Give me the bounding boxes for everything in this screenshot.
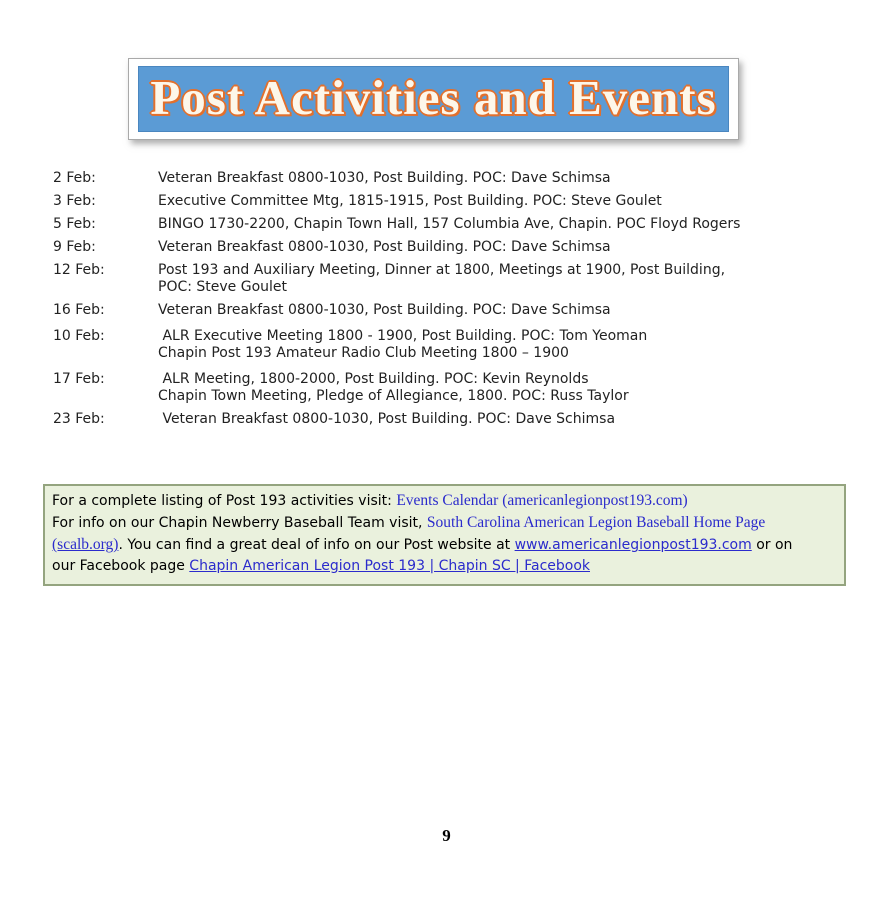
post-website-link[interactable]: www.americanlegionpost193.com — [514, 537, 752, 553]
info-line — [52, 534, 837, 556]
event-date: 5 Feb: — [53, 216, 96, 232]
event-row — [53, 411, 853, 428]
event-description — [158, 328, 647, 362]
event-description — [158, 170, 611, 187]
events-list — [53, 170, 853, 434]
event-line: Veteran Breakfast 0800-1030, Post Building. POC: Dave Schimsa — [158, 170, 611, 186]
event-line: Executive Committee Mtg, 1815-1915, Post Building. POC: Steve Goulet — [158, 193, 662, 209]
facebook-page-link[interactable]: Chapin American Legion Post 193 | Chapin SC | Facebook — [189, 558, 590, 574]
event-description — [158, 411, 615, 428]
info-text: our Facebook page — [52, 558, 190, 574]
banner-image — [128, 58, 739, 140]
info-line — [52, 490, 837, 512]
page-number: 9 — [442, 826, 451, 845]
event-description — [158, 371, 629, 405]
event-row — [53, 216, 853, 233]
info-text: . You can find a great deal of info on our Post website at — [118, 537, 515, 553]
event-line: Chapin Town Meeting, Pledge of Allegiance, 1800. POC: Russ Taylor — [158, 388, 629, 404]
events-calendar-link[interactable]: Events Calendar (americanlegionpost193.com) — [396, 492, 688, 509]
event-description — [158, 302, 611, 319]
event-date: 16 Feb: — [53, 302, 105, 318]
event-row — [53, 170, 853, 187]
event-description — [158, 193, 662, 210]
event-date: 9 Feb: — [53, 239, 96, 255]
event-row — [53, 328, 853, 362]
event-line: Veteran Breakfast 0800-1030, Post Building. POC: Dave Schimsa — [158, 411, 616, 427]
event-date: 12 Feb: — [53, 262, 105, 278]
event-date: 2 Feb: — [53, 170, 96, 186]
event-row — [53, 302, 853, 319]
event-line: POC: Steve Goulet — [158, 279, 288, 295]
event-line: Veteran Breakfast 0800-1030, Post Building. POC: Dave Schimsa — [158, 302, 611, 318]
event-description — [158, 262, 725, 296]
event-date: 3 Feb: — [53, 193, 96, 209]
event-row — [53, 262, 853, 296]
event-line: ALR Meeting, 1800-2000, Post Building. POC: Kevin Reynolds — [158, 371, 589, 387]
sc-baseball-homepage-link[interactable]: South Carolina American Legion Baseball Home Page — [426, 514, 766, 531]
event-row — [53, 371, 853, 405]
info-text: or on — [751, 537, 793, 553]
info-text: For info on our Chapin Newberry Baseball Team visit, — [52, 515, 427, 531]
event-date: 17 Feb: — [53, 371, 105, 387]
event-line: Post 193 and Auxiliary Meeting, Dinner at 1800, Meetings at 1900, Post Building, — [158, 262, 726, 278]
event-line: Veteran Breakfast 0800-1030, Post Building. POC: Dave Schimsa — [158, 239, 611, 255]
banner-background — [138, 66, 729, 132]
event-row — [53, 193, 853, 210]
info-box — [43, 484, 846, 586]
info-line — [52, 512, 837, 534]
event-line: Chapin Post 193 Amateur Radio Club Meeting 1800 – 1900 — [158, 345, 569, 361]
event-date: 23 Feb: — [53, 411, 105, 427]
scalb-org-link[interactable]: (scalb.org) — [52, 536, 119, 553]
event-description — [158, 216, 740, 233]
event-description — [158, 239, 611, 256]
event-row — [53, 239, 853, 256]
event-date: 10 Feb: — [53, 328, 105, 344]
info-text: For a complete listing of Post 193 activities visit: — [52, 493, 397, 509]
info-line — [52, 556, 837, 577]
banner-title: Post Activities and Events — [150, 69, 717, 125]
event-line: BINGO 1730-2200, Chapin Town Hall, 157 Columbia Ave, Chapin. POC Floyd Rogers — [158, 216, 741, 232]
event-line: ALR Executive Meeting 1800 - 1900, Post Building. POC: Tom Yeoman — [158, 328, 648, 344]
